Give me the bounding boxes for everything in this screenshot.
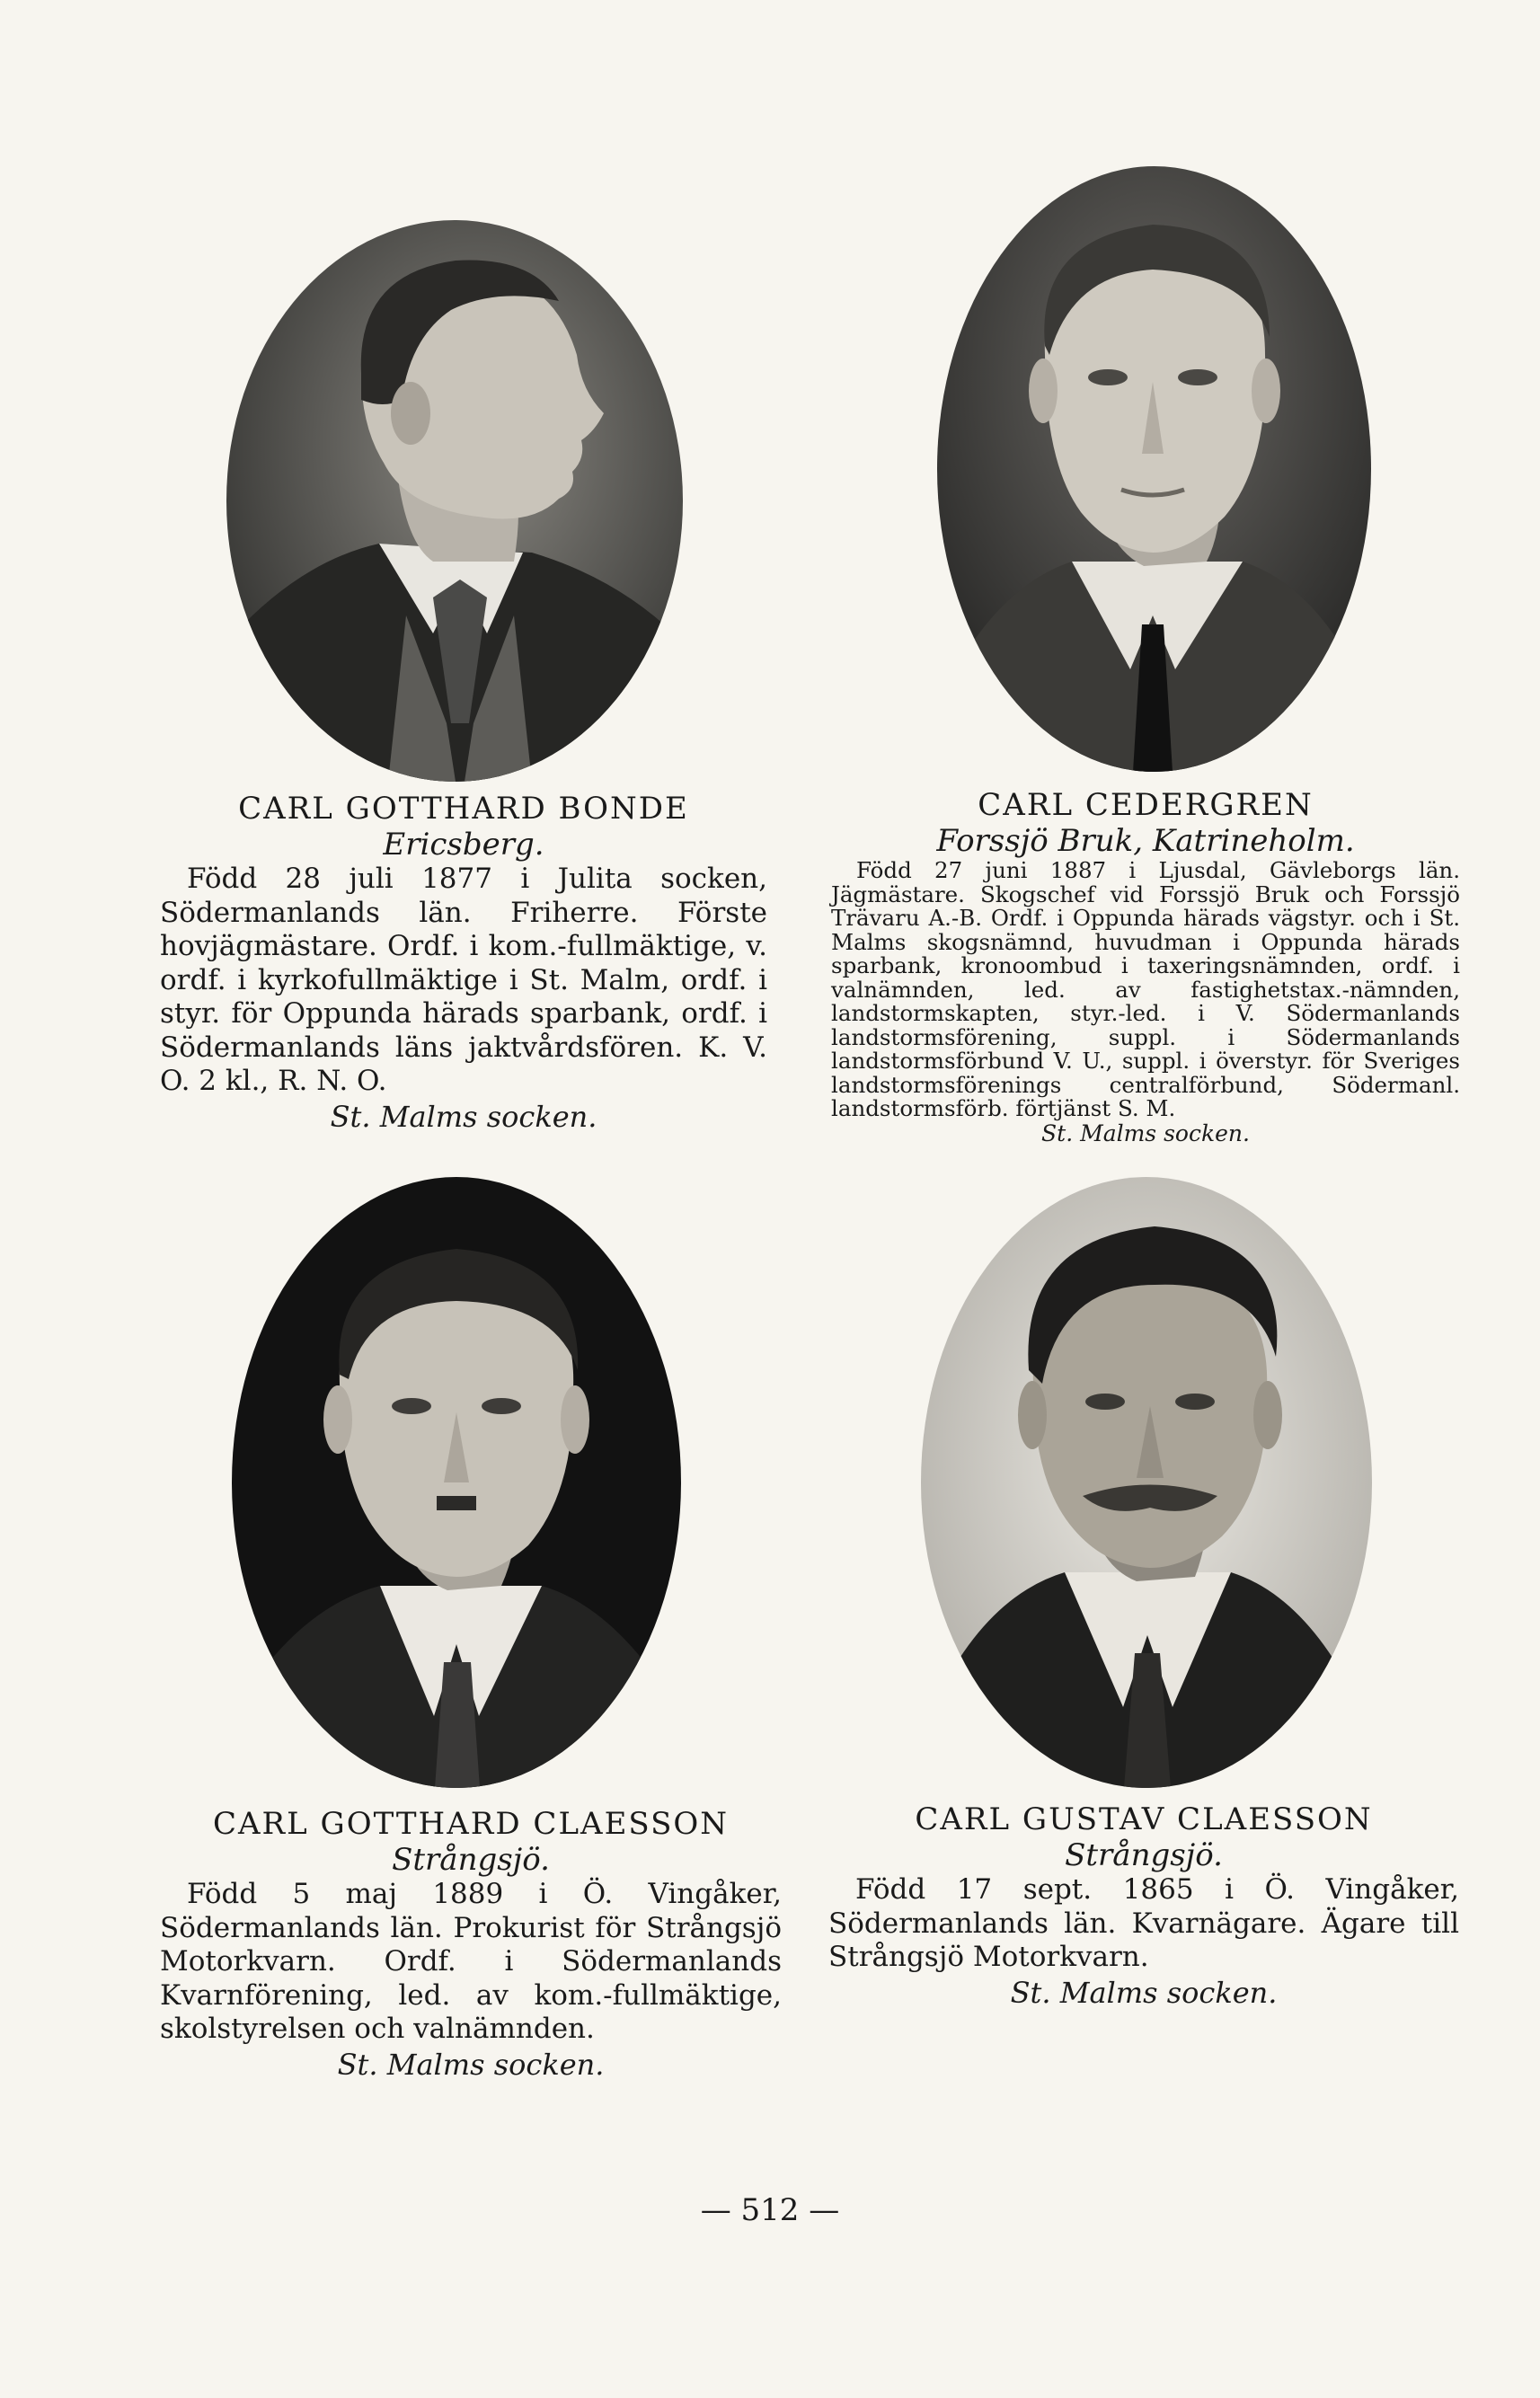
entry-biography: Född 27 juni 1887 i Ljusdal, Gävleborgs län. Jägmästare. Skogschef vid Forssjö Bruk och Forssjö Trävaru A.-B. Ordf. i Oppunda härads vägstyr. och i St. Malms skogsnämnd, huvudman i Oppunda härads sparbank, kronoombud i taxeringsnämnden, ordf. i valnämnden, led. av fastighetstax.-nämnden, landstormskapten, styr.-led. i V. Södermanlands landstormsförening, suppl. i Södermanlands landstormsförbund V. U., suppl. i överstyr. för Sveriges landstormsförenings centralförbund, Södermanl. landstormsförb. förtjänst S. M. bbox=[831, 857, 1460, 1121]
page-number: — 512 — bbox=[700, 2192, 840, 2228]
entry-place: Strångsjö. bbox=[392, 1842, 550, 1878]
entry-name: CARL GUSTAV CLAESSON bbox=[915, 1801, 1373, 1837]
entry-residence: St. Malms socken. bbox=[330, 1099, 597, 1134]
entry-carl-cedergren bbox=[831, 787, 1460, 1146]
entry-biography: Född 28 juli 1877 i Julita socken, Södermanlands län. Friherre. Förste hovjägmästare. Ordf. i kom.-fullmäktige, v. ordf. i kyrkofullmäktige i St. Malm, ordf. i styr. för Oppunda härads sparbank, ordf. i Södermanlands läns jaktvårdsfören. K. V. O. 2 kl., R. N. O. bbox=[160, 863, 767, 1097]
entry-place: Strångsjö. bbox=[1065, 1837, 1223, 1873]
entry-carl-gotthard-claesson bbox=[160, 1806, 782, 2083]
portrait-photo-bonde bbox=[226, 220, 683, 782]
entry-carl-gustav-claesson bbox=[828, 1801, 1459, 2011]
entry-residence: St. Malms socken. bbox=[1010, 1975, 1278, 2010]
entry-place: Forssjö Bruk, Katrineholm. bbox=[936, 823, 1355, 859]
entry-biography: Född 17 sept. 1865 i Ö. Vingåker, Södermanlands län. Kvarnägare. Ägare till Strångsjö Motorkvarn. bbox=[828, 1873, 1459, 1973]
entry-name: CARL CEDERGREN bbox=[978, 787, 1314, 823]
entry-name: CARL GOTTHARD CLAESSON bbox=[212, 1806, 730, 1842]
entry-place: Ericsberg. bbox=[383, 827, 544, 863]
entry-carl-gotthard-bonde bbox=[160, 791, 767, 1135]
entry-residence: St. Malms socken. bbox=[337, 2047, 605, 2082]
entry-name: CARL GOTTHARD BONDE bbox=[238, 791, 689, 827]
entry-residence: St. Malms socken. bbox=[1041, 1119, 1250, 1146]
entry-biography: Född 5 maj 1889 i Ö. Vingåker, Södermanlands län. Prokurist för Strångsjö Motorkvarn. Ordf. i Södermanlands Kvarnförening, led. av kom.-fullmäktige, skolstyrelsen och valnämnden. bbox=[160, 1878, 782, 2045]
portrait-photo-gustav-claesson bbox=[921, 1177, 1372, 1788]
portrait-photo-gotthard-claesson bbox=[232, 1177, 681, 1788]
portrait-photo-cedergren bbox=[937, 166, 1371, 772]
